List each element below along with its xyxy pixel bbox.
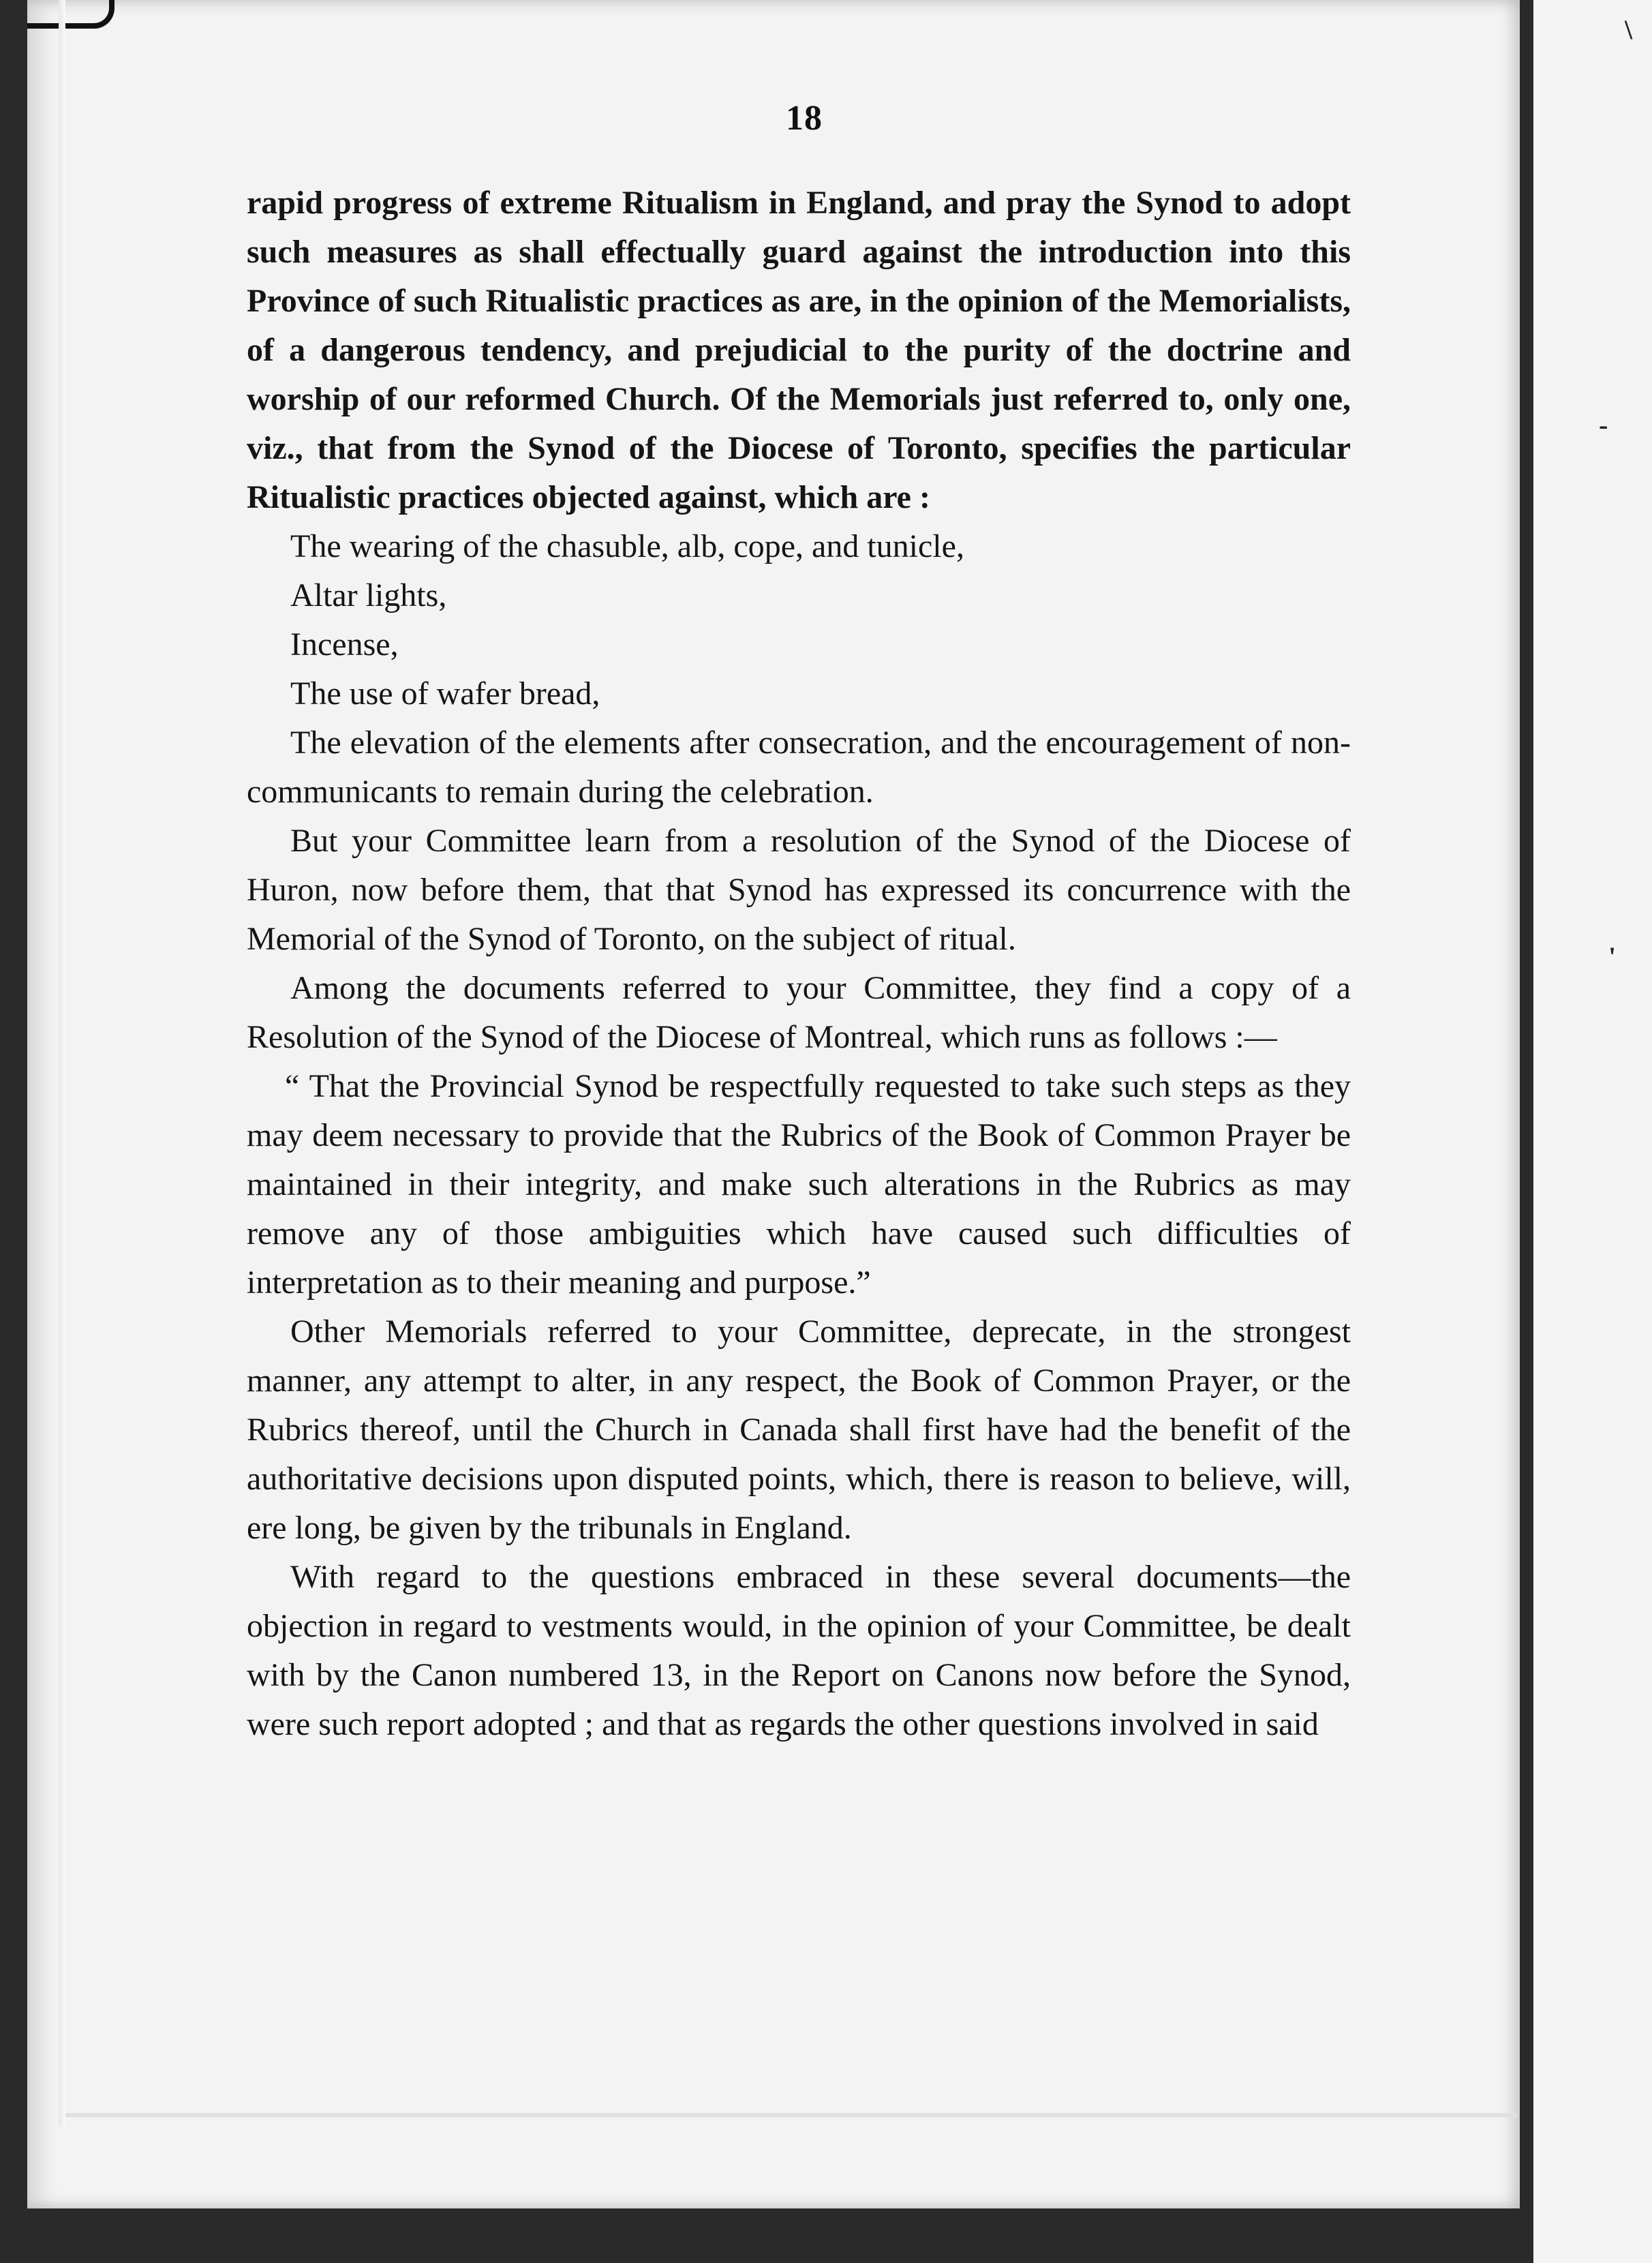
elevation-paragraph: The elevation of the elements after consecration, and the encouragement of non-communicants to remain during the celebration. [247, 725, 1351, 810]
practice-item: The wearing of the chasuble, alb, cope, and tunicle, [290, 528, 964, 564]
montreal-resolution-quote: “ That the Provincial Synod be respectfully requested to take such steps as they may deem necessary to provide that the Rubrics of the Book of Common Prayer be maintained in their integrity, and make such alterations in the Rubrics as may remove any of those ambiguities which have caused such difficulties of interpretation as to their meaning and purpose.” [247, 1068, 1351, 1301]
margin-mark: ' [1608, 941, 1617, 972]
practice-item: Incense, [290, 626, 399, 663]
page-body [247, 179, 1351, 1749]
huron-paragraph: But your Committee learn from a resolution of the Synod of the Diocese of Huron, now before them, that that Synod has expressed its concurrence with the Memorial of the Synod of Toronto, on the subject of ritual. [247, 823, 1351, 957]
vestments-paragraph: With regard to the questions embraced in these several documents—the objection in regard to vestments would, in the opinion of your Committee, be dealt with by the Canon numbered 13, in the Report on Canons now before the Synod, were such report adopted ; and that as regards the other questions involved in said [247, 1559, 1351, 1742]
page-number: 18 [786, 99, 823, 138]
practice-item: The use of wafer bread, [290, 675, 600, 712]
montreal-intro-paragraph: Among the documents referred to your Committee, they find a copy of a Resolution of the Synod of the Diocese of Montreal, which runs as follows :— [247, 970, 1351, 1055]
page-bottom-edge [65, 2113, 1517, 2117]
other-memorials-paragraph: Other Memorials referred to your Committee, deprecate, in the strongest manner, any attempt to alter, in any respect, the Book of Common Prayer, or the Rubrics thereof, until the Church in Canada shall first have had the benefit of the authoritative decisions upon disputed points, which, there is reason to believe, will, ere long, be given by the tribunals in England. [247, 1313, 1351, 1546]
page-binding-edge [59, 0, 65, 2127]
margin-mark: \ [1625, 14, 1633, 45]
page-corner-mark [27, 0, 114, 29]
practice-item: Altar lights, [290, 577, 447, 613]
margin-mark: - [1599, 410, 1608, 440]
adjacent-page-margin [1533, 0, 1652, 2263]
opening-paragraph: rapid progress of extreme Ritualism in England, and pray the Synod to adopt such measures as shall effectually guard against the introduction into this Province of such Ritualistic practices as are, in the opinion of the Memorialists, of a dangerous tendency, and prejudicial to the purity of the doctrine and worship of our reformed Church. Of the Memorials just referred to, only one, viz., that from the Synod of the Diocese of Toronto, specifies the particular Ritualistic practices objected against, which are : [247, 185, 1351, 515]
